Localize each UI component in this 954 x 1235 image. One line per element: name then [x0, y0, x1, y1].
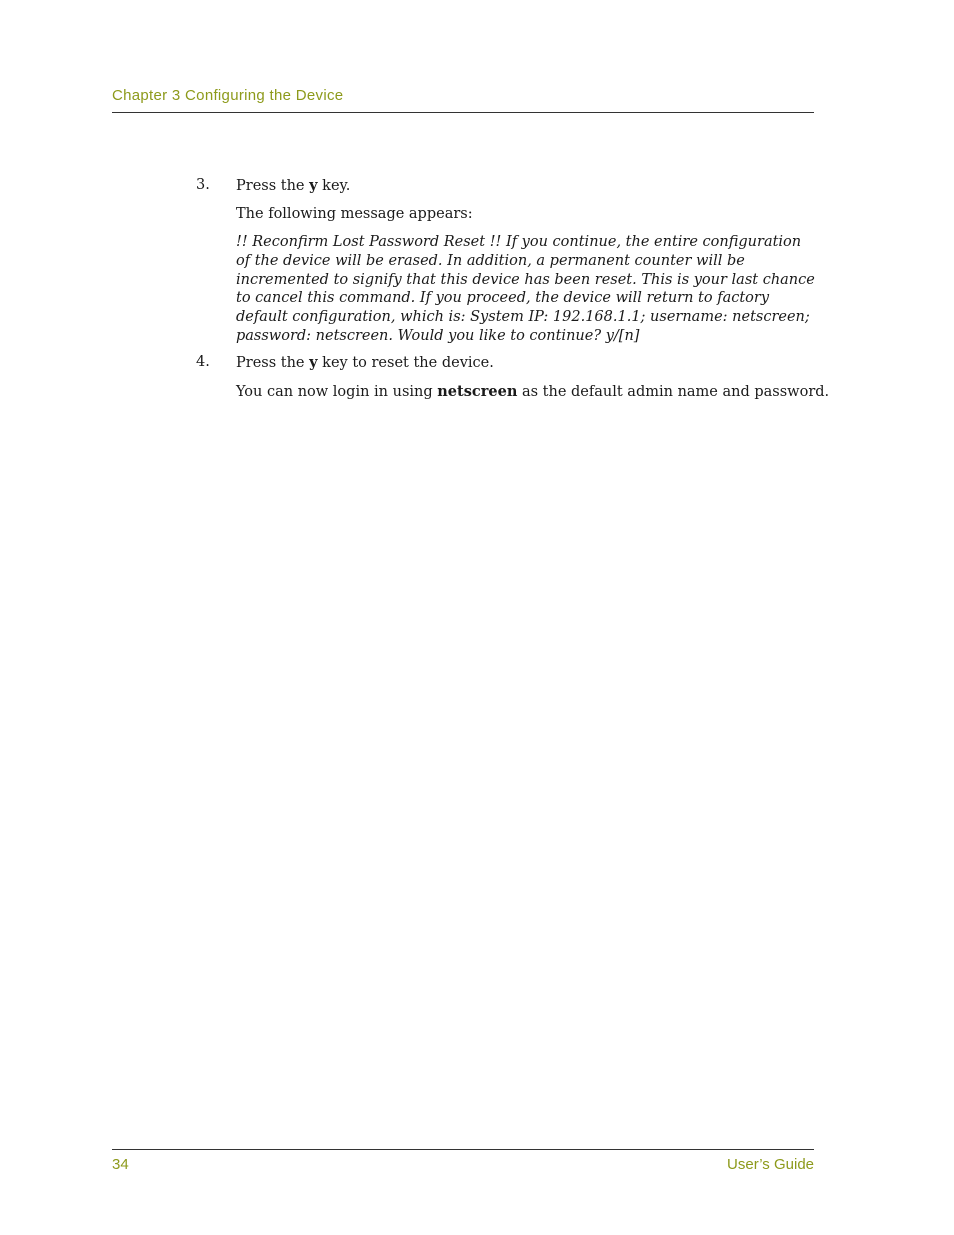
- page-footer: [112, 1149, 814, 1173]
- guide-title: User’s Guide: [727, 1156, 814, 1173]
- login-note-after: as the default admin name and password.: [517, 383, 830, 400]
- step-text-after: key.: [317, 178, 351, 194]
- chapter-title: Chapter 3 Configuring the Device: [112, 87, 344, 104]
- reset-warning-message: !! Reconfirm Lost Password Reset !! If you continue, the entire configuration of the device will be erased. In addition, a permanent counter will be incremented to signify that this device has been reset. This is your last chance to cancel this command. If you proceed, the device will return to factory default configuration, which is: System IP: 192.168.1.1; username: netscreen; password: netscreen. Would you like to continue? y/[n]: [236, 234, 815, 344]
- page-header: [112, 86, 814, 113]
- step-text-before: Press the: [236, 178, 310, 194]
- step-text-before: Press the: [236, 354, 310, 371]
- key-name: y: [309, 353, 318, 371]
- step-number: 4.: [196, 353, 210, 370]
- main-content: [196, 176, 836, 411]
- step-text-after: key to reset the device.: [317, 354, 494, 371]
- step-4: [196, 353, 836, 373]
- step-number: 3.: [196, 177, 210, 193]
- step-3: [196, 176, 836, 196]
- message-intro: The following message appears:: [236, 206, 473, 222]
- page-number: 34: [112, 1156, 129, 1173]
- default-credential: netscreen: [437, 382, 518, 400]
- key-name: y: [309, 177, 318, 194]
- login-note: [236, 382, 836, 402]
- login-note-before: You can now login in using: [236, 383, 438, 400]
